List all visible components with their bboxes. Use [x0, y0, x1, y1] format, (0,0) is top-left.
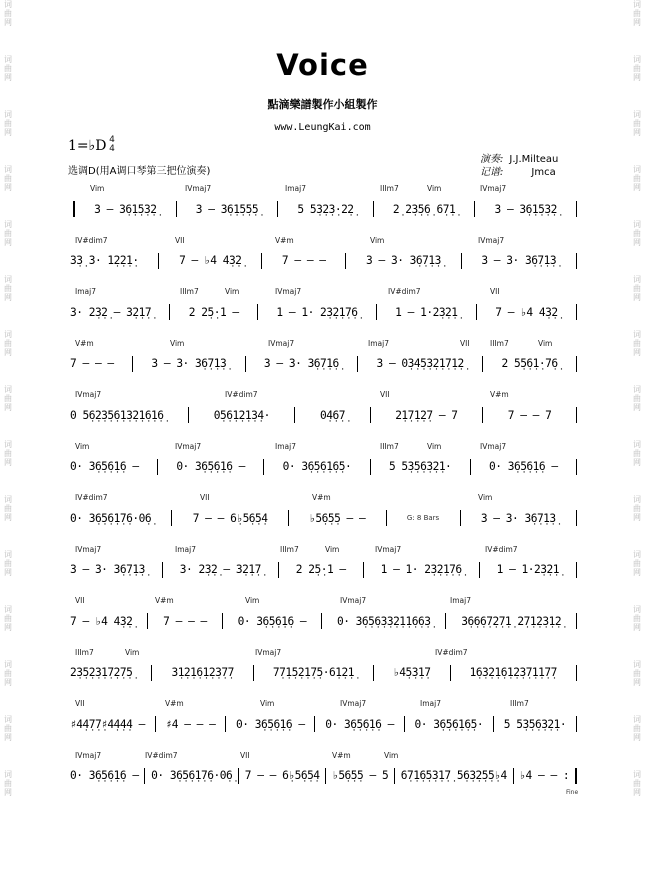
- chord-symbol: VII: [490, 287, 500, 296]
- barline: [373, 665, 374, 681]
- measure: 3· 2̣3̣2̣ – 3̣2̣1̣7̣: [179, 563, 261, 576]
- barline: [474, 201, 475, 217]
- measure: 0· 3̣6̣5̣6̣1̣6 –: [237, 614, 307, 628]
- chord-symbol: IV#dim7: [75, 493, 108, 502]
- score-line: [70, 699, 580, 733]
- chord-symbol: IVmaj7: [185, 184, 212, 193]
- chord-symbol: Vim: [260, 699, 275, 708]
- barline: [576, 613, 577, 629]
- chord-symbol: IV#dim7: [485, 544, 518, 554]
- measure: 7 – – 7: [507, 408, 552, 422]
- chord-symbol: IVmaj7: [275, 287, 302, 296]
- measure: ♭4 – – :: [519, 769, 570, 782]
- note-row: [70, 664, 580, 682]
- watermark-text: 词 曲 网: [633, 220, 641, 247]
- barline: [470, 459, 471, 475]
- watermark-text: 词 曲 网: [4, 440, 12, 467]
- measure: 7 – ♭4 4̣3̣2̣: [495, 305, 558, 319]
- watermark-text: 词 曲 网: [633, 495, 641, 522]
- chord-symbol: Vim: [538, 338, 553, 348]
- barline: [576, 510, 577, 526]
- measure: ♭4̣5̣3̣1̣7: [393, 666, 431, 679]
- chord-symbol: VII: [175, 235, 185, 245]
- barline: [513, 768, 514, 784]
- barline: [482, 407, 483, 423]
- measure: ♭5̣6̣5̣5 – –: [309, 511, 366, 525]
- measure: 7 – – 6̣♭5̣6̣5̣4: [192, 511, 268, 525]
- score-line: [70, 545, 580, 579]
- barline: [450, 665, 451, 681]
- chord-symbol: V#m: [155, 596, 174, 605]
- note-row: [70, 715, 580, 733]
- fine-marker: Fine: [566, 789, 579, 796]
- barline: [576, 304, 577, 320]
- chord-symbol: IVmaj7: [340, 699, 367, 708]
- barline: [155, 716, 156, 732]
- chord-symbol: V#m: [312, 493, 331, 502]
- score-line: [70, 648, 580, 682]
- measure: 3 – 3̣6̣1̣5̣5̣5̣: [195, 202, 259, 216]
- watermark-text: 词 曲 网: [4, 660, 12, 687]
- barline: [479, 562, 480, 578]
- watermark-text: 词 曲 网: [4, 275, 12, 302]
- barline: [288, 510, 289, 526]
- measure: 0· 3̣6̣5̣6̣1̣6̣5·: [414, 717, 484, 731]
- tuning-note: 选调D(用A调口琴第三把位演奏): [68, 166, 211, 177]
- watermark-text: 词 曲 网: [633, 275, 641, 302]
- chord-row: [70, 442, 580, 454]
- score-line: [70, 184, 580, 218]
- chord-symbol: IVmaj7: [75, 544, 102, 554]
- barline: [238, 768, 239, 784]
- chord-row: [70, 596, 580, 608]
- chord-row: [70, 751, 580, 763]
- measure: 3̣3̣ 3· 1̣2̣2̣1̣·: [70, 254, 139, 267]
- website-link[interactable]: www.LeungKai.com: [274, 122, 371, 133]
- chord-symbol: Imaj7: [175, 544, 196, 554]
- time-signature-bottom: 4: [109, 144, 115, 154]
- chord-symbol: Vim: [225, 287, 240, 296]
- watermark-text: 词 曲 网: [633, 110, 641, 137]
- measure: 5 5̣3̣5̣6̣3̣2̣1·: [503, 717, 567, 731]
- score-line: [70, 751, 580, 785]
- measure: 2 5̣5̣6̣1̣·7̣6̣: [501, 357, 558, 370]
- barline: [157, 459, 158, 475]
- chord-symbol: IVmaj7: [268, 338, 295, 348]
- measure: 0· 3̣6̣5̣6̣1̣7̣6·0̣6̣: [151, 769, 233, 782]
- chord-symbol: Vim: [427, 184, 442, 193]
- watermark-text: 词 曲 网: [4, 605, 12, 632]
- barline: [476, 304, 477, 320]
- score-title: Voice: [276, 48, 369, 82]
- measure: 0· 3̣6̣5̣6̣1̣6 –: [325, 717, 394, 731]
- time-signature: [106, 136, 118, 154]
- barline: [73, 201, 75, 217]
- performer-label: 演奏:: [480, 154, 504, 165]
- barline: [321, 613, 322, 629]
- barline: [386, 510, 387, 526]
- barline: [376, 304, 377, 320]
- watermark-text: 词 曲 网: [633, 0, 641, 27]
- chord-symbol: VII: [200, 493, 210, 502]
- barline: [325, 768, 326, 784]
- chord-symbol: IIIm7: [75, 647, 94, 657]
- watermark-text: 词 曲 网: [633, 385, 641, 412]
- measure: 0· 3̣6̣5̣6̣1̣6̣5·: [282, 460, 352, 473]
- chord-symbol: V#m: [165, 699, 184, 708]
- measure: ♭5̣6̣5̣5 – 5: [332, 769, 389, 782]
- watermark-text: 词 曲 网: [4, 330, 12, 357]
- measure: 3 – 3· 3̣6̣7̣1̣3̣: [70, 563, 145, 576]
- score-line: [70, 390, 580, 424]
- barline: [404, 716, 405, 732]
- measure: 0· 3̣6̣5̣6̣1̣6 –: [70, 769, 139, 782]
- score-line: [70, 493, 580, 527]
- performer-name: J.J.Milteau: [509, 154, 559, 165]
- chord-symbol: IV#dim7: [145, 750, 178, 760]
- note-row: [70, 509, 580, 527]
- watermark-left: [0, 0, 16, 891]
- chord-symbol: V#m: [275, 235, 294, 245]
- measure: ♯4̣4̣7̣7̣♯4̣4̣4̣4 –: [70, 717, 145, 731]
- note-row: [70, 612, 580, 630]
- chord-symbol: Imaj7: [75, 287, 96, 296]
- transcriber-name: Jmca: [531, 167, 556, 178]
- barline: [363, 562, 364, 578]
- barline: [151, 665, 152, 681]
- barline: [132, 356, 133, 372]
- barline: [171, 510, 172, 526]
- note-row: [70, 303, 580, 321]
- barline: [461, 253, 462, 269]
- barline: [314, 716, 315, 732]
- watermark-right: [629, 0, 645, 891]
- chord-symbol: Vim: [90, 184, 105, 193]
- measure: 3 – 3· 3̣6̣7̣1̣3̣: [151, 357, 227, 370]
- measure: 1 – 1·2̣3̣2̣1̣: [496, 563, 559, 576]
- barline: [162, 562, 163, 578]
- chord-symbol: V#m: [332, 750, 351, 760]
- barline: [225, 716, 226, 732]
- chord-symbol: IVmaj7: [478, 235, 505, 245]
- measure: 2 2̣5̣·1 –: [295, 563, 346, 576]
- score-line: [70, 442, 580, 476]
- measure: 3 – 3̣6̣1̣5̣3̣2̣: [94, 202, 157, 216]
- measure: 7 – – 6̣♭5̣6̣5̣4: [244, 769, 320, 782]
- measure: 3 – 3· 3̣6̣7̣1̣3̣: [366, 254, 441, 267]
- chord-symbol: IVmaj7: [175, 441, 202, 451]
- chord-row: [70, 390, 580, 402]
- final-barline: [575, 768, 577, 784]
- score-line: [70, 596, 580, 630]
- watermark-text: 词 曲 网: [633, 660, 641, 687]
- chord-symbol: IIIm7: [490, 338, 509, 348]
- chord-symbol: IVmaj7: [375, 544, 402, 554]
- measure: 7 – ♭4 4̣3̣2̣: [179, 254, 242, 267]
- watermark-text: 词 曲 网: [633, 330, 641, 357]
- chord-symbol: V#m: [75, 338, 94, 348]
- chord-symbol: Imaj7: [275, 441, 296, 451]
- measure: 0· 3̣6̣5̣6̣1̣7̣6·0̣6̣: [70, 511, 152, 525]
- score-line: [70, 236, 580, 270]
- note-row: [70, 458, 580, 476]
- chord-symbol: Vim: [325, 544, 340, 554]
- barline: [144, 768, 145, 784]
- barline: [147, 613, 148, 629]
- watermark-text: 词 曲 网: [4, 110, 12, 137]
- watermark-text: 词 曲 网: [4, 385, 12, 412]
- measure: 0· 3̣6̣5̣6̣1̣6 –: [236, 717, 305, 731]
- chord-row: [70, 287, 580, 299]
- measure: 7 – ♭4 4̣3̣2̣: [70, 614, 133, 628]
- watermark-text: 词 曲 网: [4, 495, 12, 522]
- measure: 3· 2̣3̣2̣ – 3̣2̣1̣7̣: [70, 305, 152, 319]
- chord-row: [70, 184, 580, 196]
- measure: 1 – 1·2̣3̣2̣1̣: [395, 305, 458, 319]
- measure: 2̣3̣5̣2̣3̣1̣7̣2̣7̣5̣: [70, 666, 133, 679]
- barline: [245, 356, 246, 372]
- measure: 0 5̣6̣2̣3̣5̣6̣1̣3̣2̣1̣6̣1̣6̣: [70, 408, 164, 422]
- score-line: [70, 287, 580, 321]
- chord-symbol: IIIm7: [280, 544, 299, 554]
- chord-row: [70, 545, 580, 557]
- organization-credit: 點滴樂譜製作小組製作: [267, 98, 378, 111]
- chord-symbol: IVmaj7: [340, 596, 367, 605]
- barline: [576, 356, 577, 372]
- watermark-text: 词 曲 网: [4, 220, 12, 247]
- note-row: [70, 767, 580, 785]
- chord-symbol: IIIm7: [510, 699, 529, 708]
- chord-row: [70, 648, 580, 660]
- chord-symbol: IVmaj7: [75, 390, 102, 399]
- note-row: [70, 200, 580, 218]
- note-row: [70, 355, 580, 373]
- measure: 3 – 3· 3̣6̣7̣1̣6̣: [263, 357, 339, 370]
- section-annotation: G: 8 Bars: [406, 514, 440, 522]
- chord-symbol: Vim: [370, 235, 385, 245]
- barline: [493, 716, 494, 732]
- measure: 3̣1̣2̣1̣6̣1̣2̣3̣7̣7: [171, 666, 234, 679]
- barline: [370, 407, 371, 423]
- chord-row: [70, 493, 580, 505]
- watermark-text: 词 曲 网: [633, 440, 641, 467]
- watermark-text: 词 曲 网: [633, 605, 641, 632]
- chord-symbol: VII: [75, 596, 85, 605]
- measure: 0̣4̣6̣7̣: [320, 408, 345, 422]
- measure: ♯4 – – –: [165, 717, 216, 731]
- barline: [176, 201, 177, 217]
- barline: [394, 768, 395, 784]
- measure: 7 – – –: [163, 614, 207, 628]
- barline: [253, 665, 254, 681]
- measure: 3̣6̣6̣6̣7̣2̣7̣1̣ 2̣7̣1̣2̣3̣1̣2̣: [461, 614, 562, 628]
- measure: 3 – 3· 3̣6̣7̣1̣3̣: [480, 511, 556, 525]
- measure: 3 – 3̣6̣1̣5̣3̣2̣: [494, 202, 557, 216]
- chord-symbol: IIIm7: [380, 441, 399, 451]
- barline: [576, 716, 577, 732]
- barline: [257, 304, 258, 320]
- chord-symbol: Imaj7: [368, 338, 389, 348]
- watermark-text: 词 曲 网: [4, 770, 12, 797]
- measure: 0· 3̣6̣5̣6̣3̣3̣2̣1̣1̣6̣6̣3̣: [336, 614, 431, 628]
- barline: [576, 665, 577, 681]
- chord-symbol: IV#dim7: [225, 390, 258, 399]
- chord-row: [70, 339, 580, 351]
- watermark-text: 词 曲 网: [633, 550, 641, 577]
- chord-symbol: Imaj7: [285, 184, 306, 193]
- chord-symbol: IV#dim7: [75, 235, 108, 245]
- barline: [482, 356, 483, 372]
- chord-symbol: Vim: [245, 596, 260, 605]
- measure: 0· 3̣6̣5̣6̣1̣6 –: [489, 460, 558, 473]
- measure: 2̣ 2̣3̣5̣6̣ 6̣7̣1̣: [392, 202, 456, 216]
- barline: [370, 459, 371, 475]
- measure: 0· 3̣6̣5̣6̣1̣6 –: [70, 460, 139, 473]
- chord-symbol: Imaj7: [450, 596, 471, 605]
- chord-symbol: IV#dim7: [388, 287, 421, 296]
- barline: [188, 407, 189, 423]
- chord-symbol: IIIm7: [380, 184, 399, 193]
- transcriber-label: 记谱:: [480, 167, 504, 178]
- chord-symbol: Vim: [384, 750, 399, 760]
- watermark-text: 词 曲 网: [4, 165, 12, 192]
- barline: [277, 201, 278, 217]
- note-row: [70, 252, 580, 270]
- chord-symbol: Imaj7: [420, 699, 441, 708]
- time-signature-top: 4: [109, 135, 115, 145]
- score-line: [70, 339, 580, 373]
- chord-symbol: VII: [240, 750, 250, 760]
- chord-symbol: IIIm7: [180, 287, 199, 296]
- key-signature: 1=♭D: [68, 138, 107, 154]
- chord-symbol: IVmaj7: [255, 647, 282, 657]
- barline: [576, 253, 577, 269]
- barline: [345, 253, 346, 269]
- measure: 7̣7̣1̣5̣2̣1̣7̣5·6̣1̣2̣1̣: [272, 666, 354, 679]
- measure: 6̣7̣1̣6̣5̣3̣1̣7̣ 5̣6̣3̣2̣5̣5̣♭4: [400, 769, 507, 782]
- chord-symbol: IVmaj7: [480, 441, 507, 451]
- barline: [576, 201, 577, 217]
- barline: [158, 253, 159, 269]
- measure: 1̣6̣3̣2̣1̣6̣1̣2̣3̣7̣1̣1̣7̣7: [469, 666, 557, 679]
- barline: [169, 304, 170, 320]
- chord-row: [70, 699, 580, 711]
- barline: [445, 613, 446, 629]
- barline: [294, 407, 295, 423]
- measure: 2̣1̣7̣1̣2̣7 – 7: [395, 408, 458, 422]
- chord-symbol: IVmaj7: [75, 750, 102, 760]
- note-row: [70, 406, 580, 424]
- chord-row: [70, 236, 580, 248]
- measure: 3 – 0̣3̣4̣5̣3̣2̣1̣7̣1̣2̣: [376, 357, 464, 370]
- watermark-text: 词 曲 网: [633, 715, 641, 742]
- measure: 1 – 1· 2̣3̣2̣1̣7̣6̣: [380, 563, 462, 576]
- chord-symbol: Vim: [75, 441, 90, 451]
- watermark-text: 词 曲 网: [4, 550, 12, 577]
- measure: 0· 3̣6̣5̣6̣1̣6 –: [176, 460, 245, 473]
- watermark-text: 词 曲 网: [633, 165, 641, 192]
- measure: 3 – 3· 3̣6̣7̣1̣3̣: [481, 254, 557, 267]
- barline: [222, 613, 223, 629]
- chord-symbol: IV#dim7: [435, 647, 468, 657]
- watermark-text: 词 曲 网: [4, 0, 12, 27]
- watermark-text: 词 曲 网: [633, 55, 641, 82]
- watermark-text: 词 曲 网: [633, 770, 641, 797]
- chord-symbol: IVmaj7: [480, 184, 507, 193]
- measure: 7 – – –: [281, 254, 326, 267]
- measure: 0̣5̣6̣1̣2̣1̣3̣4·: [213, 408, 270, 422]
- note-row: [70, 561, 580, 579]
- chord-symbol: VII: [380, 390, 390, 399]
- measure: 7 – – –: [70, 357, 114, 370]
- barline: [576, 459, 577, 475]
- measure: 2 2̣5̣·1 –: [188, 305, 239, 319]
- barline: [278, 562, 279, 578]
- barline: [357, 356, 358, 372]
- watermark-text: 词 曲 网: [4, 55, 12, 82]
- chord-symbol: VII: [75, 699, 85, 708]
- watermark-text: 词 曲 网: [4, 715, 12, 742]
- barline: [576, 407, 577, 423]
- barline: [263, 459, 264, 475]
- barline: [576, 562, 577, 578]
- chord-symbol: V#m: [490, 390, 509, 399]
- transcriber-credit: [480, 163, 556, 178]
- chord-symbol: Vim: [427, 441, 442, 451]
- barline: [460, 510, 461, 526]
- measure: 5 5̣3̣5̣6̣3̣2̣1·: [388, 460, 452, 473]
- measure: 5 5̣3̣2̣3̣·2̣2̣: [297, 202, 354, 216]
- chord-symbol: VII: [460, 338, 470, 348]
- chord-symbol: Vim: [125, 647, 140, 657]
- measure: 1 – 1· 2̣3̣2̣1̣7̣6̣: [276, 305, 358, 319]
- barline: [373, 201, 374, 217]
- chord-symbol: Vim: [170, 338, 185, 348]
- chord-symbol: Vim: [478, 493, 493, 502]
- barline: [261, 253, 262, 269]
